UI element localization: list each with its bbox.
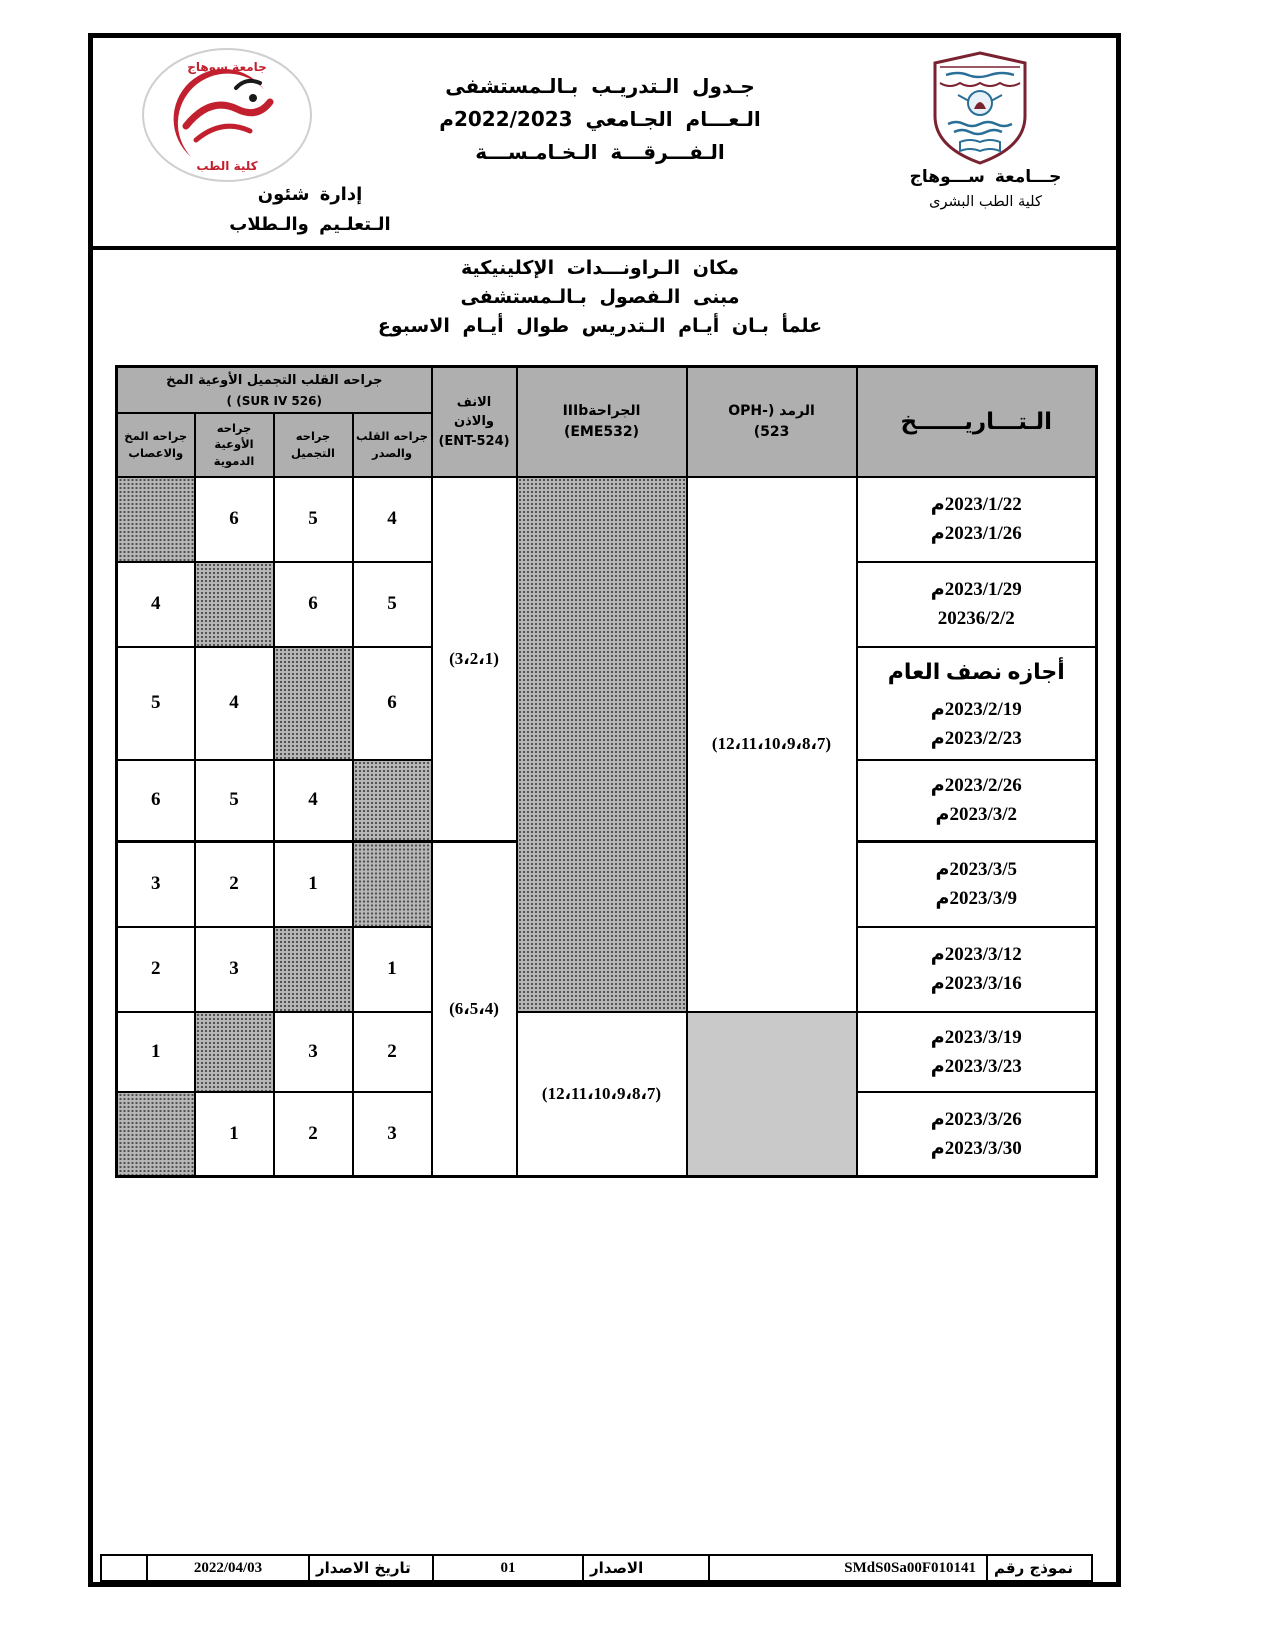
col-header-neurosurgery: جراحه المخ والاعصاب [117,413,195,477]
plastic-group-cell: 1 [274,842,353,927]
faculty-logo [140,46,315,184]
date-start: 2023/3/19م [930,1026,1022,1048]
ent-groups-value-2: (6،5،4) [449,999,499,1018]
header-divider [93,246,1116,250]
date-cell [857,842,1097,927]
department-line2: الـتعلـيم والـطلاب [229,214,391,235]
date-cell [857,1092,1097,1177]
surgery-header-label: الجراحةIIIb (EME532) [562,402,641,440]
surgery-group-code: ( (SUR IV 526) [226,393,322,408]
date-start: 2023/3/26م [930,1108,1022,1130]
date-end: 2023/1/26م [930,523,1022,544]
department-block [210,180,410,240]
date-cell [857,927,1097,1012]
plastic-group-cell: 2 [274,1092,353,1177]
oph-groups-value: (12،11،10،9،8،7) [711,734,832,753]
notice-block [240,254,960,341]
surgery-blocked-cell [517,477,687,1012]
notice-line2: مبنى الـفصول بـالـمستشفى [460,286,740,308]
neuro-blocked-cell [117,1092,195,1177]
neuro-group-cell: 5 [117,647,195,760]
header-row-1 [117,367,1097,413]
oph-blocked-cell [687,1012,857,1177]
col-header-oph [687,367,857,477]
schedule-row-7 [117,1012,1097,1092]
faculty-logo-text-bottom: كلية الطب [196,159,258,173]
cardio-group-cell: 1 [353,927,432,1012]
vascular-group-cell: 5 [195,760,274,842]
col-header-date: الـتـــاريــــــخ [857,367,1097,477]
vascular-blocked-cell [195,562,274,647]
vascular-group-cell: 1 [195,1092,274,1177]
cardio-group-cell: 4 [353,477,432,562]
vascular-blocked-cell [195,1012,274,1092]
footer-bar [100,1554,1093,1582]
faculty-logo-icon [140,46,315,184]
notice-line1: مكان الـراونـــدات الإكلينيكية [461,257,739,279]
date-start: 2023/3/12م [930,944,1022,965]
vascular-group-cell: 2 [195,842,274,927]
surgery-group-title: جراحه القلب التجميل الأوعية المخ [166,372,383,388]
surgery-groups-value: (12،11،10،9،8،7) [541,1083,662,1103]
date-end: 2023/3/30م [930,1137,1022,1159]
date-start: 2023/2/26م [930,775,1022,797]
grade-level: الـفـــرقـــة الـخـامـســـة [475,140,725,164]
cardio-group-cell: 6 [353,647,432,760]
schedule-row-1 [117,477,1097,562]
date-end: 2023/3/2م [935,804,1018,826]
department-line1: إدارة شئون [257,184,363,205]
neuro-group-cell: 2 [117,927,195,1012]
col-header-vascular: جراحه الأوعية الدموية [195,413,274,477]
neuro-group-cell: 3 [117,842,195,927]
date-start: 2023/1/29م [930,579,1022,600]
date-start: 2023/1/22م [930,494,1022,515]
footer-form-code: SMdS0Sa00F010141 [708,1554,988,1582]
oph-groups-cell [687,477,857,1012]
neuro-group-cell: 1 [117,1012,195,1092]
col-header-surgery-group [117,367,432,413]
neuro-blocked-cell [117,477,195,562]
ent-groups-value-1: (3،2،1) [449,648,499,668]
vascular-group-cell: 4 [195,647,274,760]
ent-groups-cell-2 [432,842,517,1177]
footer-issue-label: الاصدار [582,1554,710,1582]
footer-issue-value: 01 [432,1554,584,1582]
date-end: 20236/2/2 [937,608,1015,629]
cardio-group-cell: 3 [353,1092,432,1177]
cardio-blocked-cell [353,760,432,842]
footer-issue-date-value: 2022/04/03 [146,1554,310,1582]
col-header-plastic: جراحه التجميل [274,413,353,477]
vacation-label: أجازه نصف العام [887,659,1065,684]
training-schedule-table [115,365,1098,1178]
cardio-blocked-cell [353,842,432,927]
date-start: 2023/2/19م [930,699,1022,720]
cardio-group-cell: 2 [353,1012,432,1092]
faculty-logo-text-top: جامعة سوهاج [187,60,267,74]
plastic-blocked-cell [274,647,353,760]
date-end: 2023/3/23م [930,1055,1022,1077]
date-end: 2023/3/9م [935,888,1018,910]
document-title: جـدول الـتدريـب بـالـمستشفى [445,74,755,98]
date-cell [857,1012,1097,1092]
vascular-group-cell: 6 [195,477,274,562]
date-end: 2023/2/23م [930,728,1022,749]
plastic-group-cell: 6 [274,562,353,647]
date-cell [857,760,1097,842]
document-title-block [415,70,785,169]
cardio-group-cell: 5 [353,562,432,647]
neuro-group-cell: 4 [117,562,195,647]
faculty-name: كلية الطب البشرى [929,194,1042,210]
oph-header-label: الرمد (OPH-523) [728,402,815,440]
date-cell [857,477,1097,562]
footer-form-label: نموذج رقم [986,1554,1093,1582]
notice-line3: علمأ بـان أيـام الـتدريس طوال أيـام الاسبوع [377,315,823,337]
col-header-ent [432,367,517,477]
university-shield-logo [928,50,1032,166]
footer-empty-cell [100,1554,148,1582]
plastic-group-cell: 3 [274,1012,353,1092]
plastic-group-cell: 5 [274,477,353,562]
ent-groups-cell-1 [432,477,517,842]
university-shield-icon [928,50,1032,166]
plastic-group-cell: 4 [274,760,353,842]
plastic-blocked-cell [274,927,353,1012]
surgery-groups-cell [517,1012,687,1177]
academic-year: الـعـــام الجـامعي 2022/2023م [439,107,761,131]
col-header-cardiothoracic: جراحه القلب والصدر [353,413,432,477]
date-cell-vacation [857,647,1097,760]
vascular-group-cell: 3 [195,927,274,1012]
footer-issue-date-label: تاريخ الاصدار [308,1554,434,1582]
col-header-surgery [517,367,687,477]
date-start: 2023/3/5م [935,859,1018,881]
ent-header-label: الانف والاذن (ENT-524) [438,394,510,449]
date-cell [857,562,1097,647]
date-end: 2023/3/16م [930,973,1022,994]
university-block [878,164,1093,214]
neuro-group-cell: 6 [117,760,195,842]
university-name: جـــامعة ســـوهاج [909,167,1062,187]
